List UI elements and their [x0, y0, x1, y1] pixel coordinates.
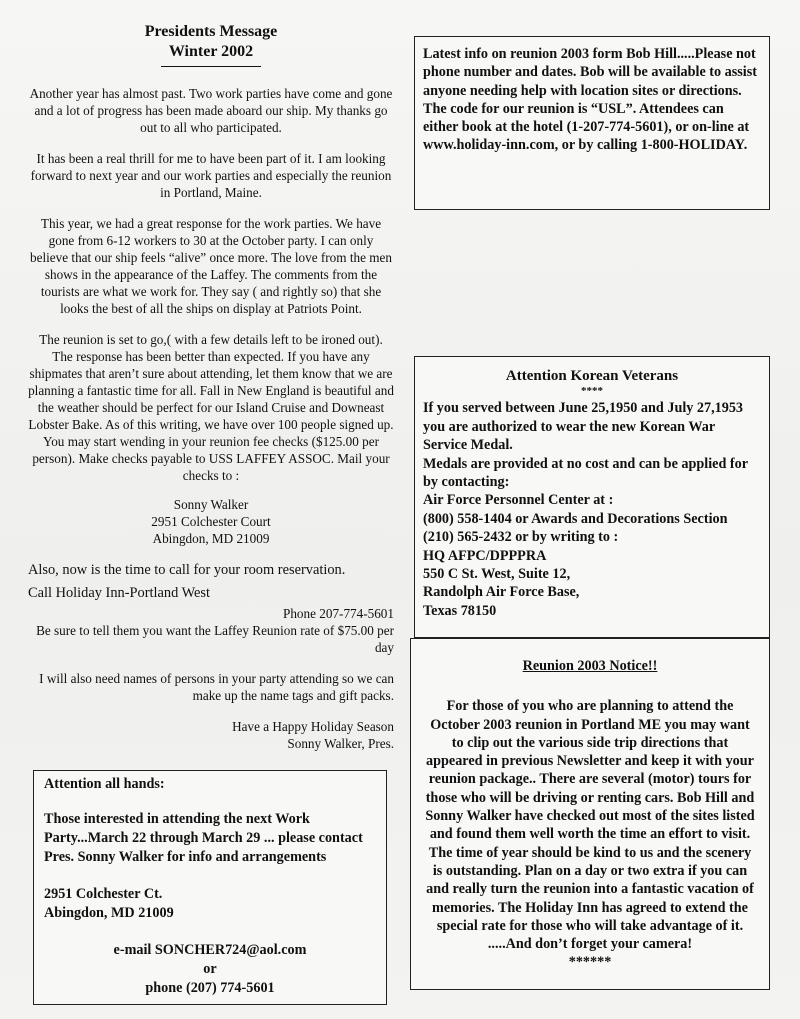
message-paragraph: It has been a real thrill for me to have been part of it. I am looking forward to next year and our work parties and especially the reunion in Portland, Maine.: [30, 151, 392, 200]
work-party-address-line1: 2951 Colchester Ct.: [44, 886, 163, 902]
notice-body: For those of you who are planning to attend the October 2003 reunion in Portland ME you may want to clip out the various side trip directions that appeared in previous Newsletter and keep it with your reunion package.. There are several (motor) tours for those who will be driving or renting cars. Bob Hill and Sonny Walker have checked out most of the sites listed and found them well worth the time an effort to visit. The time of year should be kind to us and the scenery is outstanding. Plan on a day or two extra if you can and really turn the reunion into a fantastic vacation of memories. The Holiday Inn has agreed to extend the special rate for those who will take advantage of it. .....And don’t forget your camera!: [425, 698, 755, 953]
korean-stars: ****: [581, 385, 603, 398]
korean-title: Attention Korean Veterans: [505, 368, 679, 384]
korean-phones: (800) 558-1404 or Awards and Decorations Section (210) 565-2432 or by writing to :: [423, 510, 728, 546]
reunion-rate: Be sure to tell them you want the Laffey Reunion rate of $75.00 per day: [36, 623, 394, 655]
hotel-name: Call Holiday Inn-Portland West: [28, 585, 211, 601]
notice-stars: ******: [568, 954, 612, 971]
korean-address-1: HQ AFPC/DPPPRA: [423, 547, 547, 564]
korean-address-2: 550 C St. West, Suite 12,: [423, 566, 571, 583]
address-street: 2951 Colchester Court: [151, 514, 271, 529]
address-city: Abingdon, MD 21009: [152, 531, 270, 546]
reunion-notice-box: [410, 638, 770, 990]
message-paragraph: The reunion is set to go,( with a few details left to be ironed out). The response has been better than expected. If you have any shipmates that aren’t sure about attending, let them know that we are planning a fantastic time for all. Fall in New England is beautiful and the weather should be perfect for our Island Cruise and Downeast Lobster Bake. As of this writing, we have over 100 people signed up. You may start wending in your reunion fee checks ($125.00 per person). Make checks payable to USS LAFFEY ASSOC. Mail your checks to :: [28, 332, 394, 483]
presidents-message-title: Presidents Message: [144, 23, 278, 40]
korean-veterans-box: [414, 356, 770, 638]
attention-all-hands-box: [33, 770, 387, 1005]
presidents-message-date: Winter 2002: [168, 43, 254, 60]
latest-info-box: [414, 36, 770, 210]
korean-contact: Air Force Personnel Center at :: [423, 492, 614, 509]
contact-email: e-mail SONCHER724@aol.com: [113, 942, 307, 958]
reservation-note: Also, now is the time to call for your room reservation.: [28, 562, 346, 578]
address-name: Sonny Walker: [173, 497, 249, 512]
korean-medals: Medals are provided at no cost and can be applied for by contacting:: [423, 455, 748, 491]
korean-address-3: Randolph Air Force Base,: [423, 584, 580, 601]
presidents-message: [28, 22, 394, 752]
contact-or: or: [203, 961, 217, 977]
contact-phone: phone (207) 774-5601: [145, 980, 275, 996]
reunion-code-text: The code for our reunion is “USL”. Attendees can either book at the hotel (1-207-774-5601), or on-line at www.holiday-inn.com, or by calling 1-800-HOLIDAY.: [423, 100, 750, 154]
hotel-phone: Phone 207-774-5601: [283, 606, 394, 621]
message-paragraph: Another year has almost past. Two work parties have come and gone and a lot of progress has been made aboard our ship. My thanks go out to all who participated.: [29, 86, 393, 135]
work-party-address-line2: Abingdon, MD 21009: [44, 905, 174, 921]
korean-address-4: Texas 78150: [423, 602, 497, 619]
mailing-address: [28, 496, 394, 547]
names-request: I will also need names of persons in your party attending so we can make up the name tags and gift packs.: [39, 671, 394, 703]
closing: Have a Happy Holiday Season: [232, 719, 394, 734]
title-divider: [161, 66, 261, 67]
work-party-info: Those interested in attending the next Work Party...March 22 through March 29 ... please contact Pres. Sonny Walker for info and arrangements: [44, 811, 363, 865]
notice-title: Reunion 2003 Notice!!: [522, 658, 658, 674]
message-paragraph: This year, we had a great response for the work parties. We have gone from 6-12 workers to 30 at the October party. I can only believe that our ship feels “alive” once more. The love from the men shows in the appearance of the Laffey. The comments from the tourists are what we work for. They say ( and rightly so) that she looks the best of all the ships on display at Patriots Point.: [30, 216, 392, 316]
latest-info-text: Latest info on reunion 2003 form Bob Hill.....Please not phone number and dates. Bob will be available to assist anyone needing help with location sites or directions.: [423, 46, 757, 99]
attention-hands-title: Attention all hands:: [44, 776, 165, 792]
korean-eligibility: If you served between June 25,1950 and July 27,1953 you are authorized to wear the new Korean War Service Medal.: [423, 400, 744, 454]
signature: Sonny Walker, Pres.: [287, 736, 394, 751]
